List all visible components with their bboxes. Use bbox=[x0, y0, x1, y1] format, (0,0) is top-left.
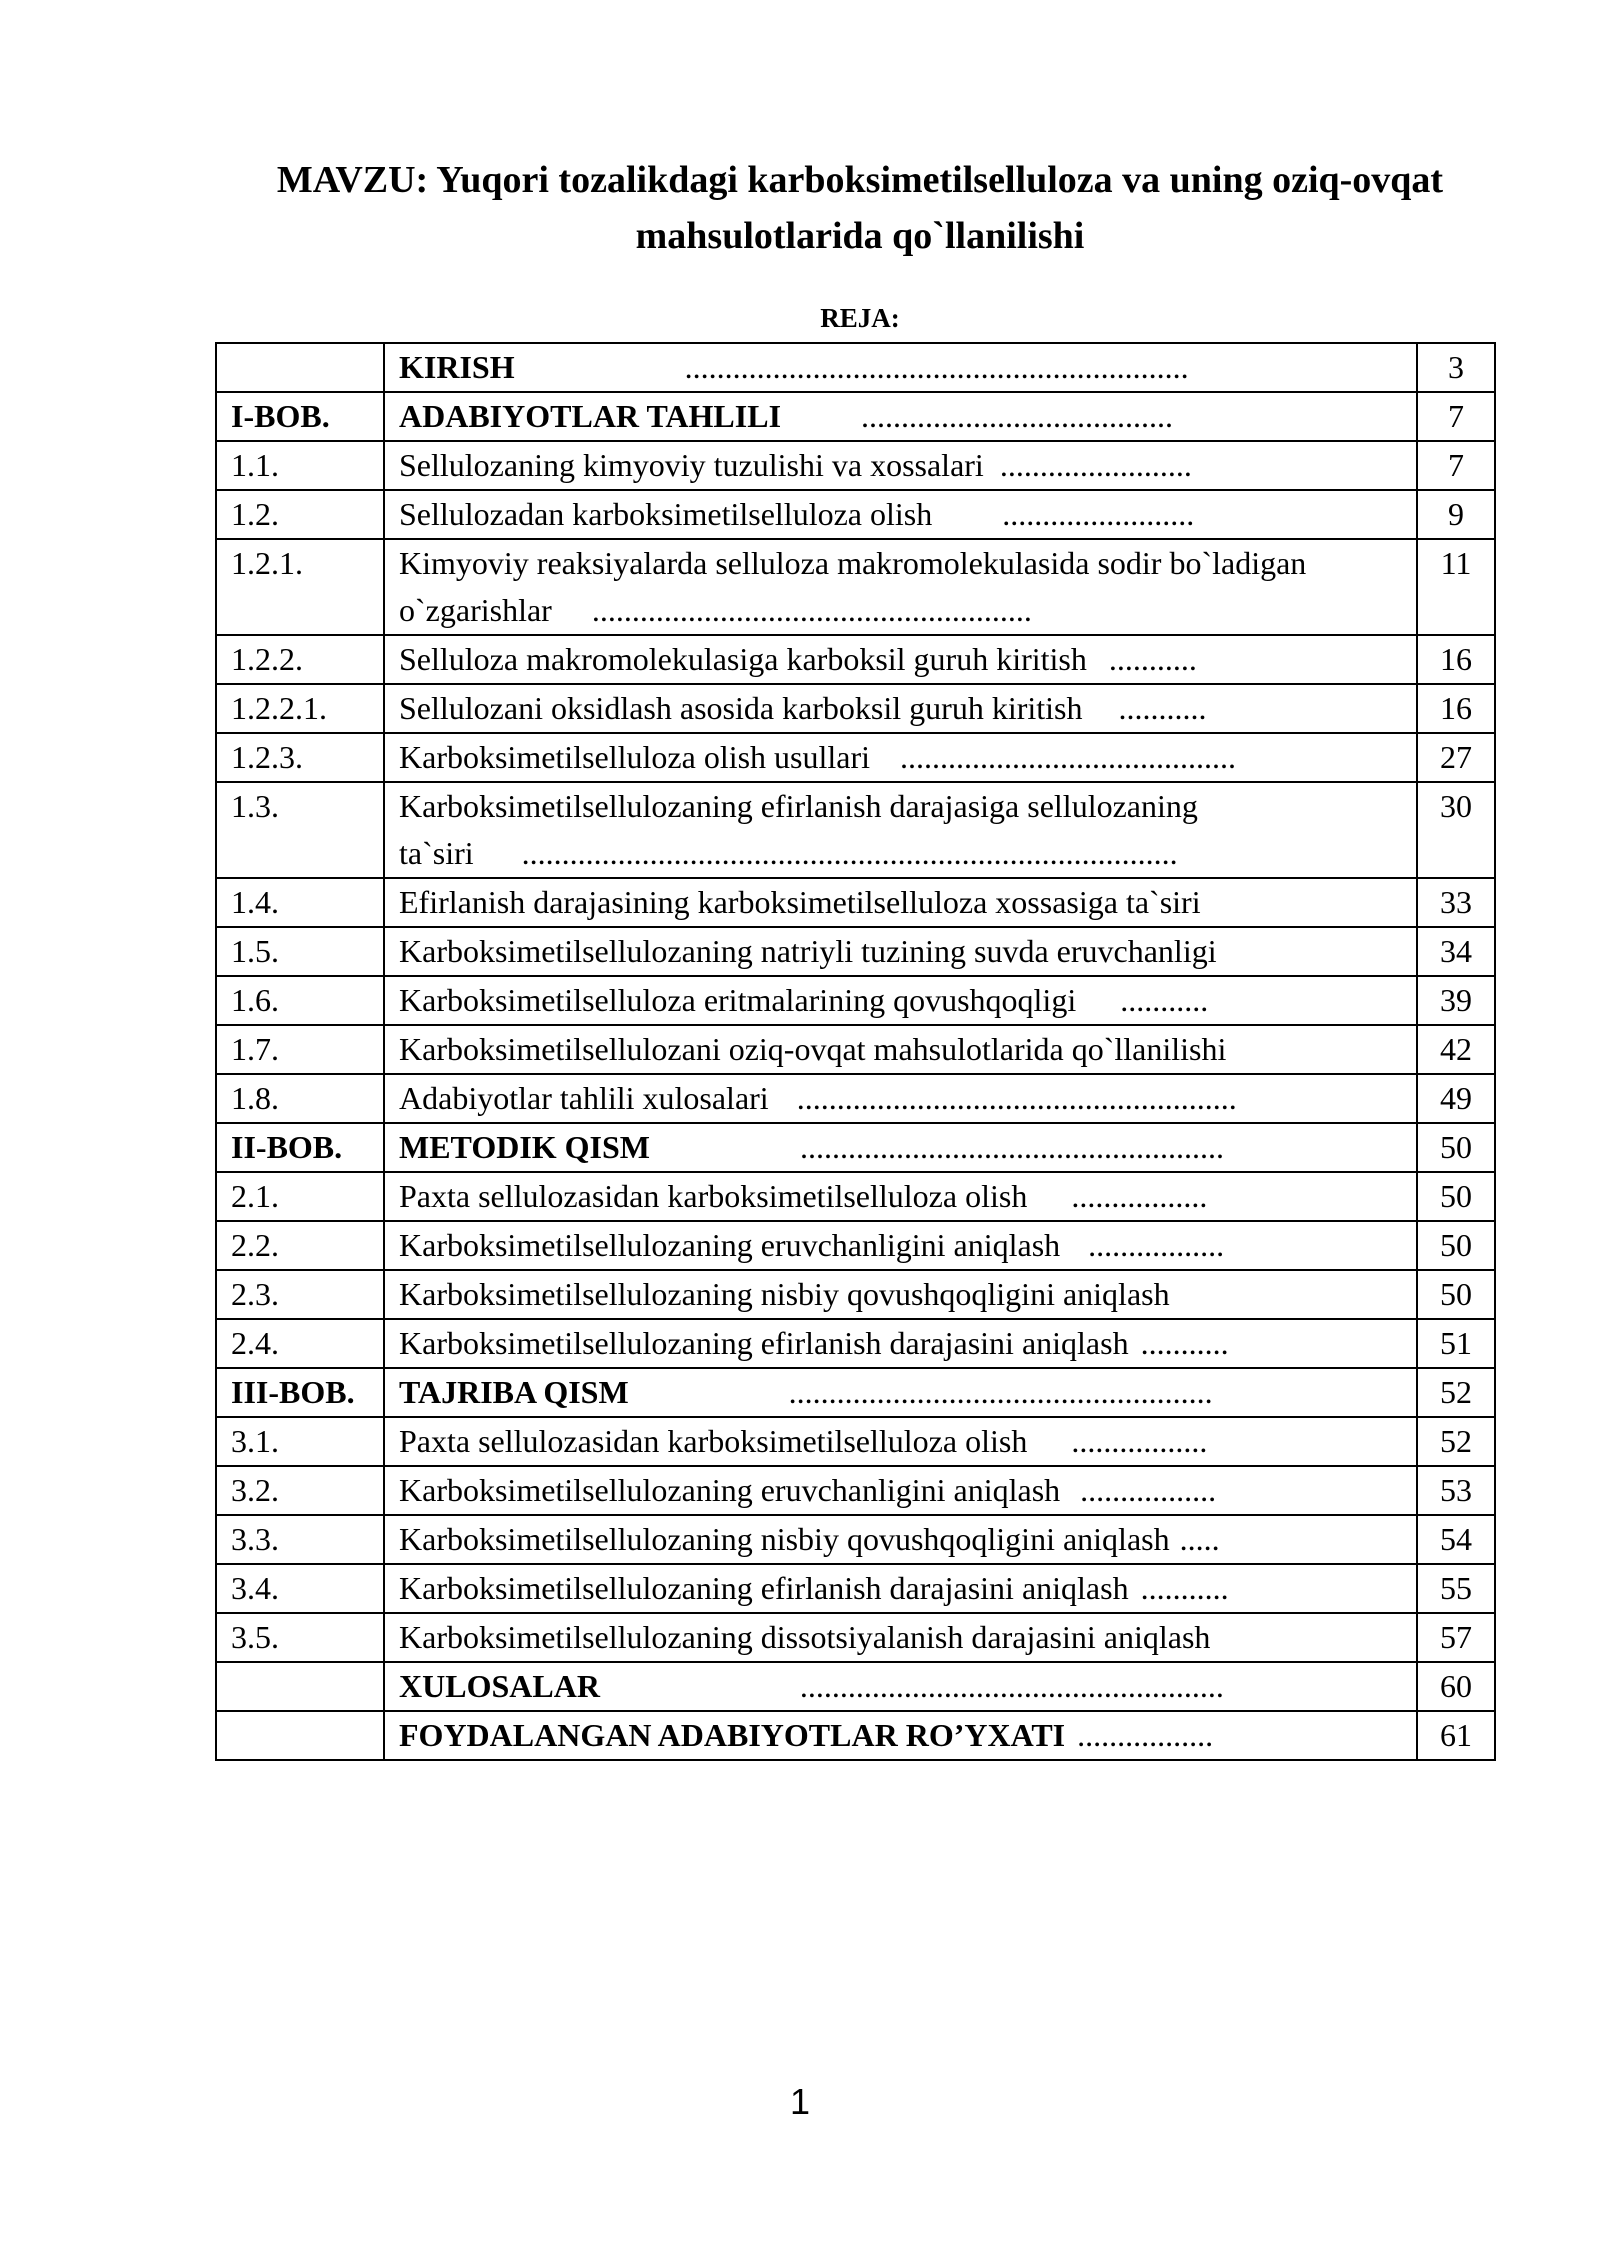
toc-row bbox=[216, 1319, 1495, 1368]
toc-entry-title: KIRISH bbox=[399, 349, 515, 385]
toc-section-number: 1.2. bbox=[216, 490, 384, 539]
toc-section-number: 2.4. bbox=[216, 1319, 384, 1368]
toc-entry bbox=[384, 392, 1417, 441]
toc-entry bbox=[384, 976, 1417, 1025]
toc-entry-title: METODIK QISM bbox=[399, 1129, 650, 1165]
toc-leader-dots: ............................................................... bbox=[684, 349, 1189, 385]
toc-leader-dots: ........... bbox=[1118, 690, 1207, 726]
toc-entry bbox=[384, 1319, 1417, 1368]
toc-page-number: 50 bbox=[1417, 1221, 1495, 1270]
toc-entry bbox=[384, 539, 1417, 635]
toc-page-number: 16 bbox=[1417, 684, 1495, 733]
toc-page-number: 60 bbox=[1417, 1662, 1495, 1711]
toc-leader-dots: ........................ bbox=[999, 447, 1192, 483]
document-title: MAVZU: Yuqori tozalikdagi karboksimetilselluloza va uning oziq-ovqat mahsulotlarida qo`llanilishi bbox=[276, 159, 1444, 257]
toc-entry bbox=[384, 1368, 1417, 1417]
toc-entry-title: Paxta sellulozasidan karboksimetilselluloza olish bbox=[399, 1178, 1028, 1214]
toc-body bbox=[216, 343, 1495, 1760]
toc-section-number: I-BOB. bbox=[216, 392, 384, 441]
toc-entry bbox=[384, 1074, 1417, 1123]
toc-section-number: 1.2.2. bbox=[216, 635, 384, 684]
toc-page-number: 33 bbox=[1417, 878, 1495, 927]
toc-entry bbox=[384, 1613, 1417, 1662]
toc-page-number: 57 bbox=[1417, 1613, 1495, 1662]
toc-entry-title: Karboksimetilsellulozani oziq-ovqat mahsulotlarida qo`llanilishi bbox=[399, 1031, 1227, 1067]
toc-leader-dots: ................. bbox=[1088, 1227, 1225, 1263]
toc-page-number: 27 bbox=[1417, 733, 1495, 782]
toc-entry-title: Sellulozaning kimyoviy tuzulishi va xossalari bbox=[399, 447, 984, 483]
table-of-contents bbox=[215, 342, 1496, 1761]
toc-leader-dots: ..................................................... bbox=[800, 1129, 1224, 1165]
toc-entry-title: Karboksimetilsellulozaning natriyli tuzining suvda eruvchanligi bbox=[399, 933, 1217, 969]
toc-page-number: 50 bbox=[1417, 1270, 1495, 1319]
toc-entry bbox=[384, 1466, 1417, 1515]
toc-page-number: 3 bbox=[1417, 343, 1495, 392]
toc-entry bbox=[384, 733, 1417, 782]
plan-heading: REJA: bbox=[820, 303, 900, 333]
toc-entry-title: Kimyoviy reaksiyalarda selluloza makromolekulasida sodir bo`ladigan o`zgarishlar bbox=[399, 545, 1307, 628]
toc-section-number: 1.5. bbox=[216, 927, 384, 976]
toc-section-number: III-BOB. bbox=[216, 1368, 384, 1417]
toc-entry-title: Karboksimetilsellulozaning eruvchanligini aniqlash bbox=[399, 1227, 1061, 1263]
toc-page-number: 39 bbox=[1417, 976, 1495, 1025]
toc-page-number: 54 bbox=[1417, 1515, 1495, 1564]
toc-page-number: 34 bbox=[1417, 927, 1495, 976]
toc-section-number: 1.3. bbox=[216, 782, 384, 878]
toc-page-number: 52 bbox=[1417, 1368, 1495, 1417]
toc-entry bbox=[384, 1564, 1417, 1613]
toc-entry-title: FOYDALANGAN ADABIYOTLAR RO’YXATI bbox=[399, 1717, 1066, 1753]
toc-row bbox=[216, 1123, 1495, 1172]
toc-section-number: 1.6. bbox=[216, 976, 384, 1025]
toc-row bbox=[216, 539, 1495, 635]
toc-entry-title: Sellulozani oksidlash asosida karboksil guruh kiritish bbox=[399, 690, 1083, 726]
toc-entry-title: ADABIYOTLAR TAHLILI bbox=[399, 398, 782, 434]
toc-entry-title: Karboksimetilsellulozaning efirlanish darajasini aniqlash bbox=[399, 1570, 1129, 1606]
toc-row bbox=[216, 1515, 1495, 1564]
toc-entry-title: Karboksimetilsellulozaning nisbiy qovushqoqligini aniqlash bbox=[399, 1276, 1170, 1312]
toc-row bbox=[216, 1221, 1495, 1270]
toc-section-number: 1.2.1. bbox=[216, 539, 384, 635]
toc-leader-dots: ..... bbox=[1179, 1521, 1220, 1557]
toc-row bbox=[216, 976, 1495, 1025]
toc-row bbox=[216, 1368, 1495, 1417]
toc-leader-dots: ..................................................... bbox=[799, 1668, 1224, 1704]
toc-section-number: 1.2.3. bbox=[216, 733, 384, 782]
toc-leader-dots: ................. bbox=[1071, 1178, 1208, 1214]
toc-row bbox=[216, 441, 1495, 490]
toc-page-number: 53 bbox=[1417, 1466, 1495, 1515]
toc-entry bbox=[384, 490, 1417, 539]
page-number: 1 bbox=[789, 2081, 811, 2122]
toc-section-number: 1.2.2.1. bbox=[216, 684, 384, 733]
toc-entry-title: Karboksimetilselluloza eritmalarining qovushqoqligi bbox=[399, 982, 1077, 1018]
toc-section-number bbox=[216, 343, 384, 392]
toc-page-number: 30 bbox=[1417, 782, 1495, 878]
toc-entry-title: Karboksimetilsellulozaning efirlanish darajasiga sellulozaning ta`siri bbox=[399, 788, 1198, 871]
toc-section-number: 2.2. bbox=[216, 1221, 384, 1270]
toc-entry-title: Selluloza makromolekulasiga karboksil guruh kiritish bbox=[399, 641, 1087, 677]
toc-entry bbox=[384, 1417, 1417, 1466]
toc-section-number: 2.1. bbox=[216, 1172, 384, 1221]
toc-section-number: 3.2. bbox=[216, 1466, 384, 1515]
toc-row bbox=[216, 1270, 1495, 1319]
toc-row bbox=[216, 878, 1495, 927]
toc-entry-title: Karboksimetilsellulozaning eruvchanligini aniqlash bbox=[399, 1472, 1061, 1508]
toc-row bbox=[216, 1711, 1495, 1760]
toc-entry-title: Sellulozadan karboksimetilselluloza olish bbox=[399, 496, 933, 532]
toc-leader-dots: .......................................... bbox=[900, 739, 1237, 775]
toc-page-number: 7 bbox=[1417, 441, 1495, 490]
toc-leader-dots: ........... bbox=[1108, 641, 1197, 677]
toc-leader-dots: ................. bbox=[1071, 1423, 1208, 1459]
toc-section-number: 3.4. bbox=[216, 1564, 384, 1613]
toc-row bbox=[216, 927, 1495, 976]
toc-section-number bbox=[216, 1711, 384, 1760]
toc-section-number: 3.1. bbox=[216, 1417, 384, 1466]
toc-entry bbox=[384, 1025, 1417, 1074]
toc-page-number: 42 bbox=[1417, 1025, 1495, 1074]
toc-section-number: 3.5. bbox=[216, 1613, 384, 1662]
toc-page-number: 55 bbox=[1417, 1564, 1495, 1613]
toc-leader-dots: ........... bbox=[1140, 1325, 1229, 1361]
toc-page-number: 7 bbox=[1417, 392, 1495, 441]
toc-entry bbox=[384, 684, 1417, 733]
toc-entry bbox=[384, 1662, 1417, 1711]
toc-entry bbox=[384, 1711, 1417, 1760]
toc-leader-dots: ....................................................... bbox=[796, 1080, 1237, 1116]
toc-entry bbox=[384, 1515, 1417, 1564]
toc-section-number: 1.4. bbox=[216, 878, 384, 927]
toc-entry-title: Paxta sellulozasidan karboksimetilselluloza olish bbox=[399, 1423, 1028, 1459]
toc-leader-dots: ........... bbox=[1120, 982, 1209, 1018]
toc-section-number: 1.1. bbox=[216, 441, 384, 490]
toc-entry-title: Karboksimetilsellulozaning dissotsiyalanish darajasini aniqlash bbox=[399, 1619, 1211, 1655]
toc-row bbox=[216, 1613, 1495, 1662]
toc-section-number: 1.7. bbox=[216, 1025, 384, 1074]
toc-leader-dots: ........................ bbox=[1002, 496, 1195, 532]
toc-row bbox=[216, 343, 1495, 392]
toc-entry-title: Karboksimetilsellulozaning efirlanish darajasini aniqlash bbox=[399, 1325, 1129, 1361]
toc-row bbox=[216, 1662, 1495, 1711]
toc-entry bbox=[384, 441, 1417, 490]
toc-row bbox=[216, 1564, 1495, 1613]
toc-leader-dots: ........... bbox=[1140, 1570, 1229, 1606]
toc-entry-title: XULOSALAR bbox=[399, 1668, 600, 1704]
toc-row bbox=[216, 1466, 1495, 1515]
toc-entry bbox=[384, 927, 1417, 976]
toc-row bbox=[216, 490, 1495, 539]
toc-row bbox=[216, 733, 1495, 782]
toc-entry bbox=[384, 343, 1417, 392]
toc-leader-dots: ....................................................... bbox=[591, 592, 1032, 628]
toc-entry-title: Efirlanish darajasining karboksimetilselluloza xossasiga ta`siri bbox=[399, 884, 1201, 920]
toc-section-number bbox=[216, 1662, 384, 1711]
toc-page-number: 50 bbox=[1417, 1123, 1495, 1172]
toc-row bbox=[216, 1417, 1495, 1466]
toc-entry bbox=[384, 1172, 1417, 1221]
toc-entry-title: Adabiyotlar tahlili xulosalari bbox=[399, 1080, 769, 1116]
toc-row bbox=[216, 1074, 1495, 1123]
toc-row bbox=[216, 684, 1495, 733]
toc-section-number: 2.3. bbox=[216, 1270, 384, 1319]
toc-entry bbox=[384, 1123, 1417, 1172]
toc-row bbox=[216, 635, 1495, 684]
toc-leader-dots: .................................................................................. bbox=[521, 835, 1178, 871]
toc-page-number: 9 bbox=[1417, 490, 1495, 539]
toc-row bbox=[216, 782, 1495, 878]
toc-page-number: 11 bbox=[1417, 539, 1495, 635]
toc-page-number: 49 bbox=[1417, 1074, 1495, 1123]
toc-section-number: 1.8. bbox=[216, 1074, 384, 1123]
toc-page-number: 51 bbox=[1417, 1319, 1495, 1368]
toc-row bbox=[216, 1025, 1495, 1074]
toc-section-number: 3.3. bbox=[216, 1515, 384, 1564]
toc-leader-dots: ..................................................... bbox=[788, 1374, 1213, 1410]
toc-section-number: II-BOB. bbox=[216, 1123, 384, 1172]
toc-page-number: 61 bbox=[1417, 1711, 1495, 1760]
toc-entry bbox=[384, 635, 1417, 684]
toc-entry bbox=[384, 878, 1417, 927]
toc-entry-title: TAJRIBA QISM bbox=[399, 1374, 629, 1410]
toc-entry bbox=[384, 782, 1417, 878]
toc-row bbox=[216, 1172, 1495, 1221]
toc-entry-title: Karboksimetilsellulozaning nisbiy qovushqoqligini aniqlash bbox=[399, 1521, 1170, 1557]
toc-leader-dots: ....................................... bbox=[861, 398, 1174, 434]
toc-entry-title: Karboksimetilselluloza olish usullari bbox=[399, 739, 871, 775]
toc-page-number: 16 bbox=[1417, 635, 1495, 684]
toc-entry bbox=[384, 1270, 1417, 1319]
toc-entry bbox=[384, 1221, 1417, 1270]
toc-leader-dots: ................. bbox=[1080, 1472, 1217, 1508]
toc-page-number: 50 bbox=[1417, 1172, 1495, 1221]
toc-leader-dots: ................. bbox=[1077, 1717, 1214, 1753]
toc-page-number: 52 bbox=[1417, 1417, 1495, 1466]
toc-row bbox=[216, 392, 1495, 441]
